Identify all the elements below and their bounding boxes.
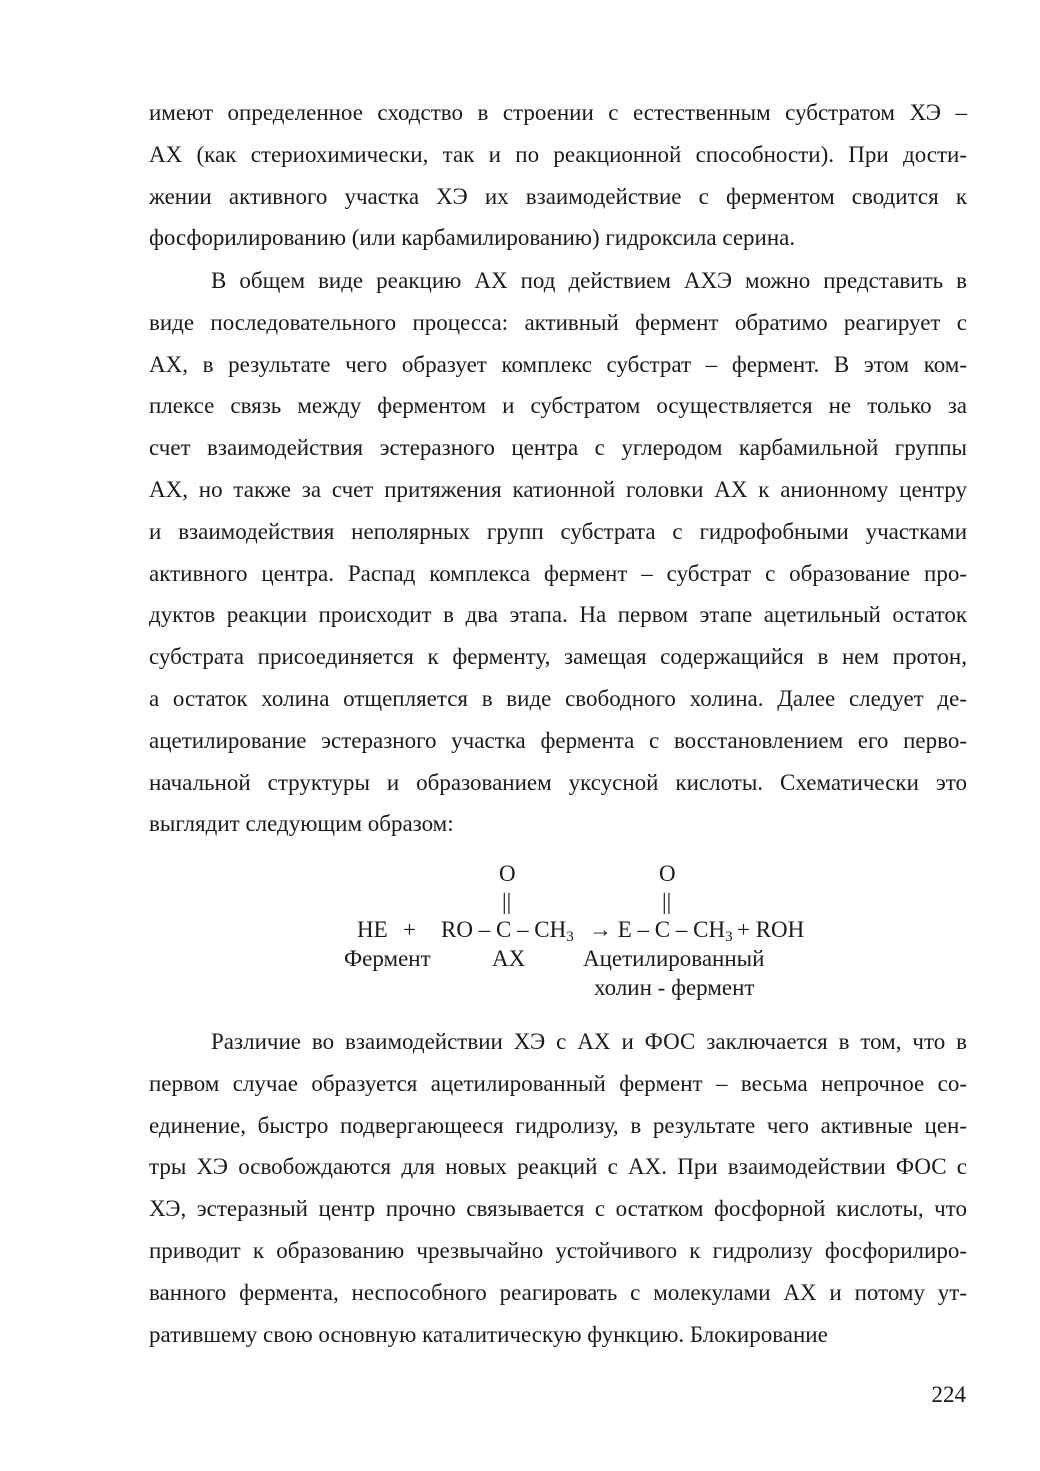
text-line: ХЭ, эстеразный центр прочно связывается с остатком фосфорной кислоты, что [149,1196,967,1222]
text-line: активного центра. Распад комплекса фермент – субстрат с образование про- [149,560,967,586]
formula-product-text: → E – C – CH [589,917,726,942]
text-line: дуктов реакции происходит в два этапа. На первом этапе ацетильный остаток [149,602,967,628]
paragraph-3 [149,1021,967,1355]
text-line: виде последовательного процесса: активный фермент обратимо реагирует с [149,309,967,335]
text-line: плексе связь между ферментом и субстратом осуществляется не только за [149,393,967,419]
text-line: единение, быстро подвергающееся гидролизу, в результате чего активные цен- [149,1112,967,1138]
formula-acetylcholine [441,917,574,945]
text-line: жении активного участка ХЭ их взаимодействие с ферментом сводится к [149,183,967,209]
formula-product [589,917,733,945]
formula-acetylcholine-text: RO – C – CH [441,917,567,942]
page-number: 224 [931,1382,966,1407]
text-line: АХ, но также за счет притяжения катионной головки АХ к анионному центру [149,476,967,502]
text-line: имеют определенное сходство в строении с естественным субстратом ХЭ – [149,100,967,125]
formula-enzyme: HE [357,917,388,942]
formula-label-product: Ацетилированный [583,946,765,971]
text-line: Различие во взаимодействии ХЭ с АХ и ФОС заключается в том, что в [211,1029,967,1054]
formula-subscript: 3 [566,929,574,945]
text-line: ратившему свою основную каталитическую функцию. Блокирование [149,1321,828,1347]
text-line: а остаток холина отщепляется в виде свободного холина. Далее следует де- [149,685,967,711]
text-line: АХ, в результате чего образует комплекс субстрат – фермент. В этом ком- [149,351,967,377]
formula-plus: + [403,917,416,942]
text-line: начальной структуры и образованием уксусной кислоты. Схематически это [149,769,967,795]
formula-subscript: 3 [725,929,733,945]
text-line: и взаимодействия неполярных групп субстрата с гидрофобными участками [149,518,967,544]
formula-double-bond-right: || [662,889,672,914]
text-line: первом случае образуется ацетилированный фермент – весьма непрочное со- [149,1070,967,1096]
formula-roh: + ROH [737,917,805,942]
text-line: тры ХЭ освобождаются для новых реакций с АХ. При взаимодействии ФОС с [149,1154,967,1180]
formula-oxygen-left: O [499,861,516,886]
text-line: выглядит следующим образом: [149,811,454,837]
text-line: субстрата присоединяется к ферменту, замещая содержащийся в нем протон, [149,644,967,670]
paragraph-2 [149,260,967,845]
text-line: счет взаимодействия эстеразного центра с углеродом карбамильной группы [149,435,967,461]
formula-label-product-2: холин - фермент [594,975,755,1000]
formula-double-bond-left: || [502,889,512,914]
formula-label-ach: АХ [492,946,526,971]
text-line: ацетилирование эстеразного участка фермента с восстановлением его перво- [149,727,967,753]
text-line: В общем виде реакцию АХ под действием АХЭ можно представить в [211,268,967,293]
text-line: фосфорилированию (или карбамилированию) гидроксила серина. [149,225,796,251]
formula-label-enzyme: Фермент [344,946,431,971]
text-line: ванного фермента, неспособного реагировать с молекулами АХ и потому ут- [149,1279,967,1305]
text-line: АХ (как стериохимически, так и по реакционной способности). При дости- [149,141,967,167]
paragraph-1 [149,92,967,259]
text-line: приводит к образованию чрезвычайно устойчивого к гидролизу фосфорилиро- [149,1237,967,1263]
formula-oxygen-right: O [659,861,676,886]
